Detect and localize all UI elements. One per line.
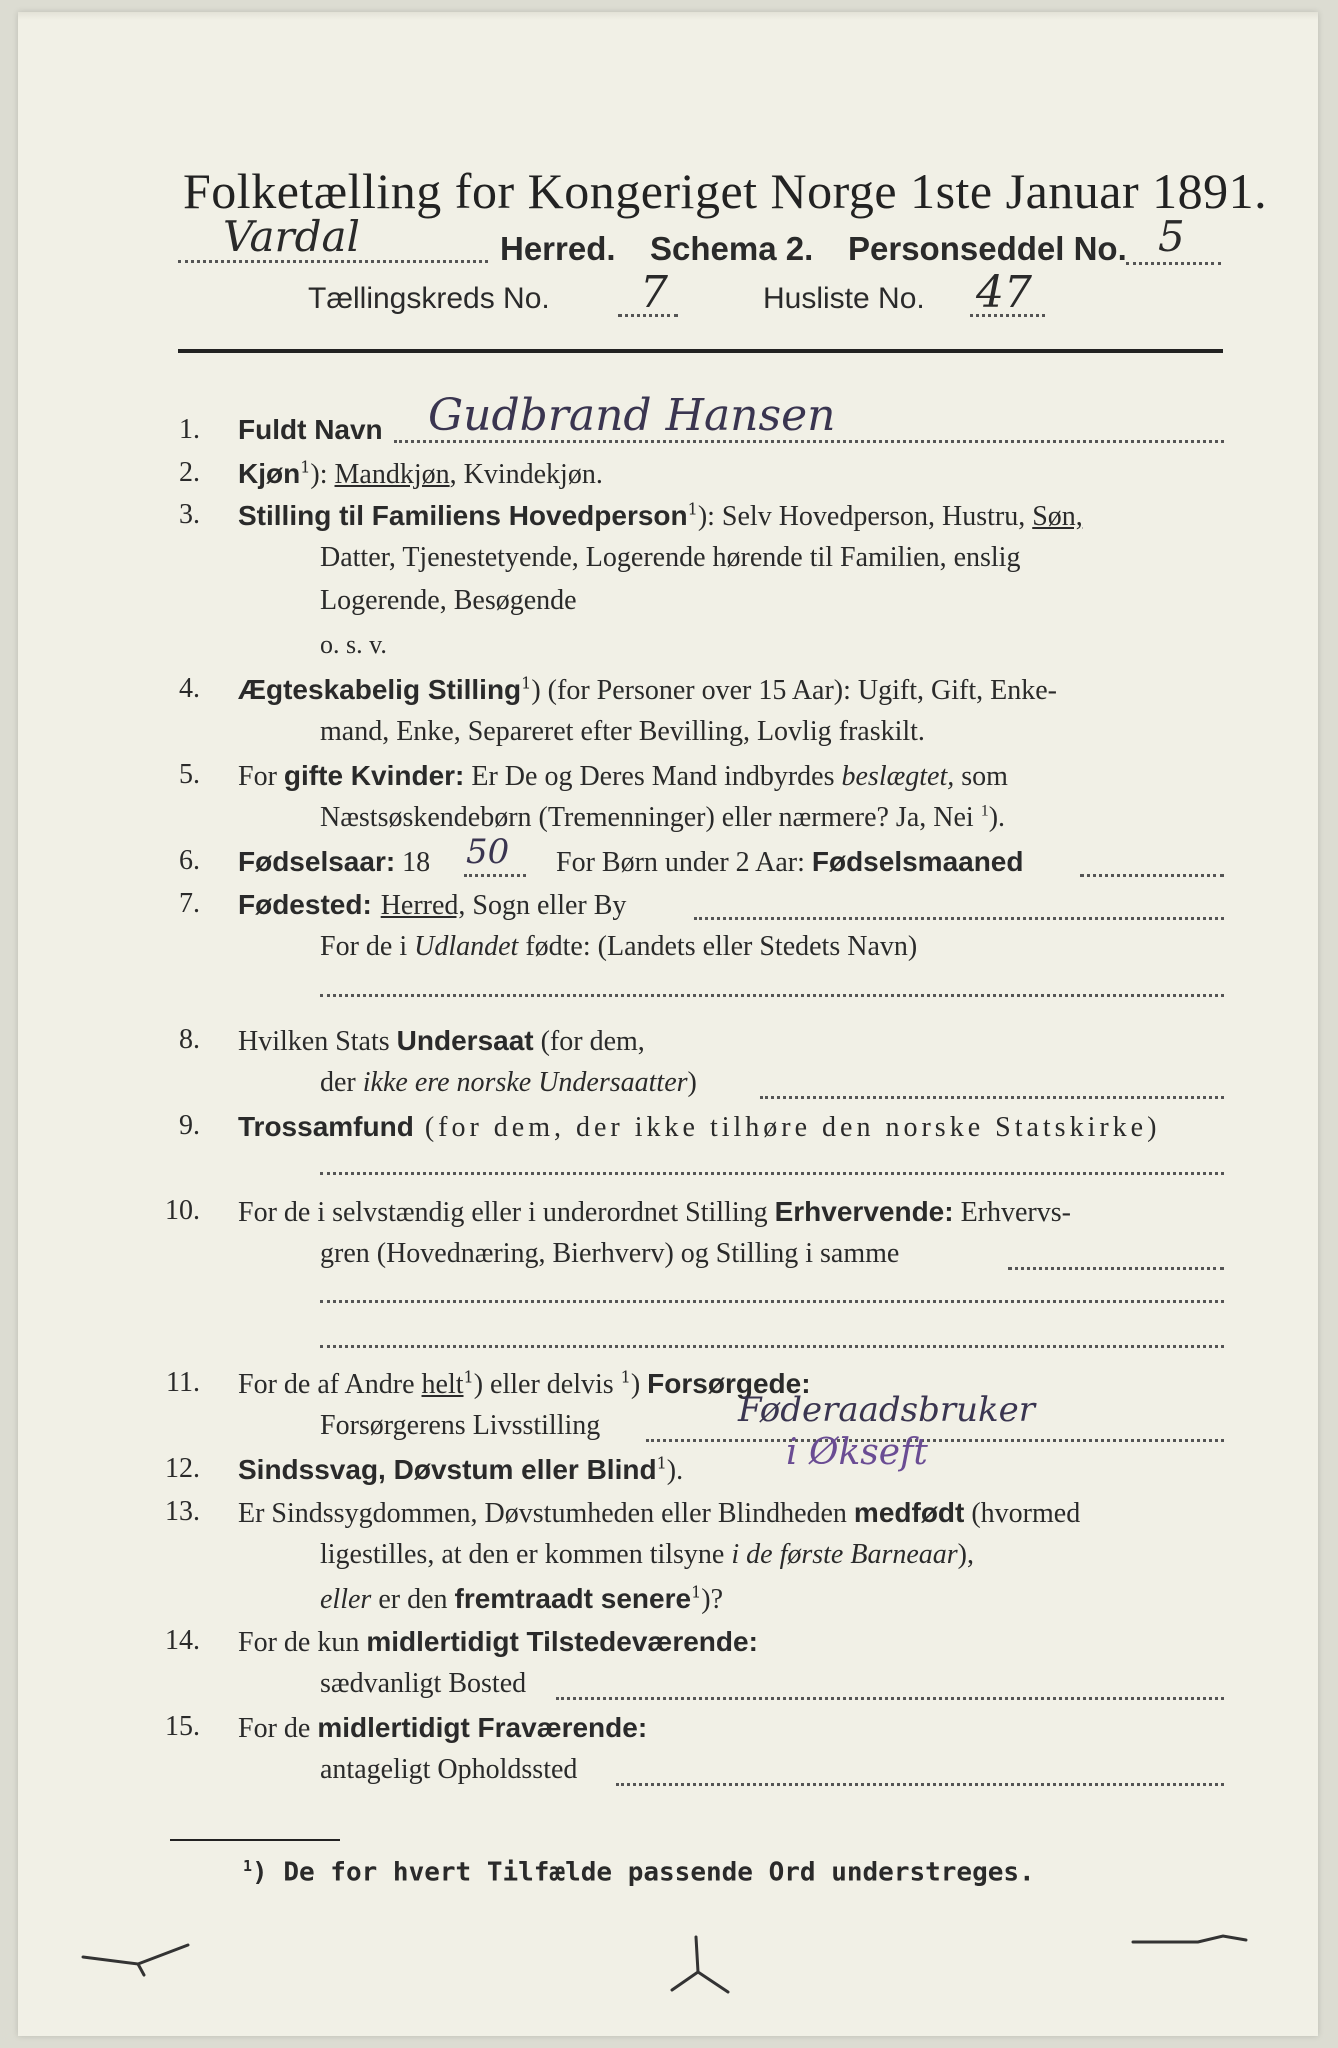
q12-sup: 1 [656, 1453, 667, 1473]
q8-line2a: der [320, 1067, 363, 1098]
q8-post: (for dem, [533, 1026, 645, 1057]
q3-line1 [238, 499, 1083, 533]
q10-post: Erhvervs- [953, 1197, 1071, 1228]
q6-label: Fødselsaar: [238, 846, 396, 877]
q8-line2b: ) [687, 1067, 697, 1098]
q3-line1-text: ): Selv Hovedperson, Hustru, [697, 501, 1033, 532]
q10-line1 [238, 1195, 1071, 1229]
herred-value: Vardal [223, 212, 360, 261]
kreds-label: Tællingskreds No. [308, 282, 550, 315]
q7-line2a: For de i [320, 931, 415, 962]
item-number-12: 12. [165, 1453, 200, 1484]
q13-pre: Er Sindssygdommen, Døvstumheden eller Blindheden [238, 1498, 854, 1529]
q5-italic: beslægtet, [841, 761, 955, 792]
q11-mid2: ) [630, 1369, 648, 1400]
q7-line2b: fødte: (Landets eller Stedets Navn) [518, 931, 918, 962]
footnote-sup: 1 [243, 1857, 253, 1875]
q11-dots [646, 1439, 1224, 1442]
q11-sup1: 1 [463, 1367, 474, 1387]
item-number-1: 1. [179, 414, 200, 445]
item-number-7: 7. [179, 888, 200, 919]
q7-line1 [238, 888, 626, 922]
census-form-page [18, 12, 1318, 2036]
q13-line2 [320, 1539, 974, 1571]
q3-line3: Logerende, Besøgende [320, 585, 577, 616]
q5-label: gifte Kvinder: [283, 760, 465, 791]
q11-label: Forsørgede: [647, 1368, 811, 1399]
item-number-8: 8. [179, 1024, 200, 1055]
ink-mark-center [658, 1932, 738, 2002]
q4-ugift: Ugift [857, 675, 918, 706]
q13-line2i: i de første Barneaar [731, 1539, 958, 1570]
q5-line2b: ). [988, 802, 1006, 833]
q9-line [238, 1110, 1160, 1144]
q5-line2-text: Næstsøskendebørn (Tremenninger) eller nærmere? Ja, Nei [320, 802, 981, 833]
page-edge [18, 12, 1318, 20]
q3-line4: o. s. v. [320, 630, 387, 659]
q5-pre: For [238, 761, 284, 792]
ink-mark-left [78, 1917, 218, 1977]
q6-line-b [556, 845, 1024, 879]
q5-line2 [320, 802, 1005, 834]
personseddel-value: 5 [1158, 212, 1185, 261]
q2-label: Kjøn [238, 458, 301, 489]
q15-pre: For de [238, 1713, 318, 1744]
husliste-value: 47 [976, 267, 1032, 318]
q11-value: Føderaadsbruker [738, 1390, 1035, 1430]
q7-herred-underlined: Herred, [380, 890, 466, 921]
kreds-value: 7 [640, 267, 668, 318]
item-number-13: 13. [165, 1496, 200, 1527]
q14-line2: sædvanligt Bosted [320, 1668, 527, 1699]
item-number-6: 6. [179, 845, 200, 876]
q13-line2a: ligestilles, at den er kommen tilsyne [320, 1539, 732, 1570]
q11-sup2: 1 [620, 1367, 631, 1387]
q12-value: i Økseft [786, 1432, 928, 1473]
q11-mid: ) eller delvis [473, 1369, 621, 1400]
q2-rest: ): [310, 459, 335, 490]
personseddel-label: Personseddel No. [848, 230, 1127, 267]
q10-dots-1 [1008, 1267, 1224, 1270]
q13-line3i: eller [320, 1584, 372, 1615]
q1-name-value: Gudbrand Hansen [428, 390, 836, 441]
q11-line1 [238, 1367, 811, 1401]
q13-line1 [238, 1496, 1080, 1530]
q13-line2b: ), [957, 1539, 974, 1570]
q13-line3b: )? [701, 1584, 724, 1615]
q12-label: Sindssvag, Døvstum eller Blind [238, 1454, 657, 1485]
item-number-15: 15. [165, 1711, 200, 1742]
item-number-5: 5. [179, 759, 200, 790]
q6-mid: For Børn under 2 Aar: [556, 847, 812, 878]
q2-opt-kvindekjon: , Kvindekjøn. [449, 459, 603, 490]
q10-pre: For de i selvstændig eller i underordnet Stilling [238, 1197, 775, 1228]
q8-dots [760, 1096, 1224, 1099]
herred-label: Herred. [500, 230, 616, 267]
q3-sup: 1 [687, 499, 698, 519]
q4-sup: 1 [521, 673, 532, 693]
personseddel-dots [1126, 262, 1221, 265]
item-number-9: 9. [179, 1110, 200, 1141]
q5-line1b: som [954, 761, 1008, 792]
item-number-3: 3. [179, 499, 200, 530]
item-number-14: 14. [165, 1625, 200, 1656]
q6-month-dots [1080, 874, 1224, 877]
q3-label: Stilling til Familiens Hovedperson [238, 500, 688, 531]
item-number-2: 2. [179, 457, 200, 488]
q11-pre: For de af Andre [238, 1369, 422, 1400]
q11-line2: Forsørgerens Livsstilling [320, 1410, 601, 1441]
q1-label: Fuldt Navn [238, 414, 383, 445]
q7-dots-2 [320, 994, 1224, 997]
q14-dots [556, 1697, 1224, 1700]
q8-line2 [320, 1067, 697, 1099]
q5-line1-text: Er De og Deres Mand indbyrdes [464, 761, 842, 792]
q6-label2: Fødselsmaaned [811, 846, 1024, 877]
q6-prefix: 18 [395, 847, 431, 878]
q3-line2: Datter, Tjenestetyende, Logerende hørende til Familien, enslig [320, 542, 1021, 573]
form-title: Folketælling for Kongeriget Norge 1ste Januar 1891. [183, 163, 1268, 219]
q8-pre: Hvilken Stats [238, 1026, 397, 1057]
q2-sup: 1 [300, 457, 311, 477]
q12-post: ). [666, 1455, 684, 1486]
q10-dots-3 [320, 1345, 1224, 1348]
q9-label: Trossamfund [238, 1111, 414, 1142]
q8-line1 [238, 1024, 645, 1058]
q9-rest: (for dem, der ikke tilhøre den norske Statskirke) [413, 1112, 1161, 1143]
q4-line1 [238, 673, 1057, 707]
q8-label: Undersaat [396, 1025, 534, 1056]
q15-line2: antageligt Opholdssted [320, 1754, 578, 1785]
q5-line1 [238, 759, 1008, 793]
q15-label: midlertidigt Fraværende: [317, 1712, 648, 1743]
q7-dots [694, 917, 1224, 920]
q10-line2: gren (Hovednæring, Bierhverv) og Stilling i samme [320, 1238, 900, 1269]
q7-line2 [320, 931, 917, 963]
item-number-4: 4. [179, 673, 200, 704]
q10-label: Erhvervende: [774, 1196, 954, 1227]
q7-label: Fødested: [238, 889, 372, 920]
q7-line2i: Udlandet [414, 931, 519, 962]
q4-line2: mand, Enke, Separeret efter Bevilling, Lovlig fraskilt. [320, 716, 925, 747]
q14-label: midlertidigt Tilstedeværende: [366, 1626, 758, 1657]
footnote [243, 1857, 1035, 1888]
q9-dots [320, 1172, 1224, 1175]
q3-son-underlined: Søn, [1032, 501, 1083, 532]
q13-line3 [320, 1582, 723, 1616]
q10-dots-2 [320, 1300, 1224, 1303]
q14-line1 [238, 1625, 758, 1659]
q13-sup: 1 [691, 1582, 702, 1602]
header-divider [178, 349, 1223, 353]
q11-helt-underlined: helt [421, 1369, 464, 1400]
q14-pre: For de kun [238, 1627, 367, 1658]
ink-mark-right [1128, 1922, 1248, 1962]
q13-line3label: fremtraadt senere [454, 1583, 692, 1614]
q4-line1b: , Gift, Enke- [917, 675, 1057, 706]
q2-opt-mandkjon: Mandkjøn [334, 459, 450, 490]
husliste-label: Husliste No. [763, 282, 925, 315]
q6-line [238, 845, 430, 879]
item-number-10: 10. [165, 1195, 200, 1226]
q12-line [238, 1453, 683, 1487]
q6-year-dots [464, 874, 526, 877]
item-number-11: 11. [166, 1367, 200, 1398]
q13-label: medfødt [853, 1497, 965, 1528]
schema-label: Schema 2. [650, 230, 814, 267]
q13-post: (hvormed [964, 1498, 1081, 1529]
q15-line1 [238, 1711, 647, 1745]
q2-line [238, 457, 603, 491]
q13-line3a: er den [371, 1584, 455, 1615]
q15-dots [616, 1783, 1224, 1786]
q5-sup: 1 [980, 802, 989, 820]
footnote-text: ) De for hvert Tilfælde passende Ord understreges. [252, 1857, 1035, 1888]
footnote-rule [170, 1839, 340, 1841]
q4-label: Ægteskabelig Stilling [238, 674, 522, 705]
q8-line2i: ikke ere norske Undersaatter [362, 1067, 688, 1098]
q7-rest: Sogn eller By [465, 890, 627, 921]
q6-year-value: 50 [466, 832, 510, 872]
q4-line1-text: ) (for Personer over 15 Aar): [531, 675, 858, 706]
